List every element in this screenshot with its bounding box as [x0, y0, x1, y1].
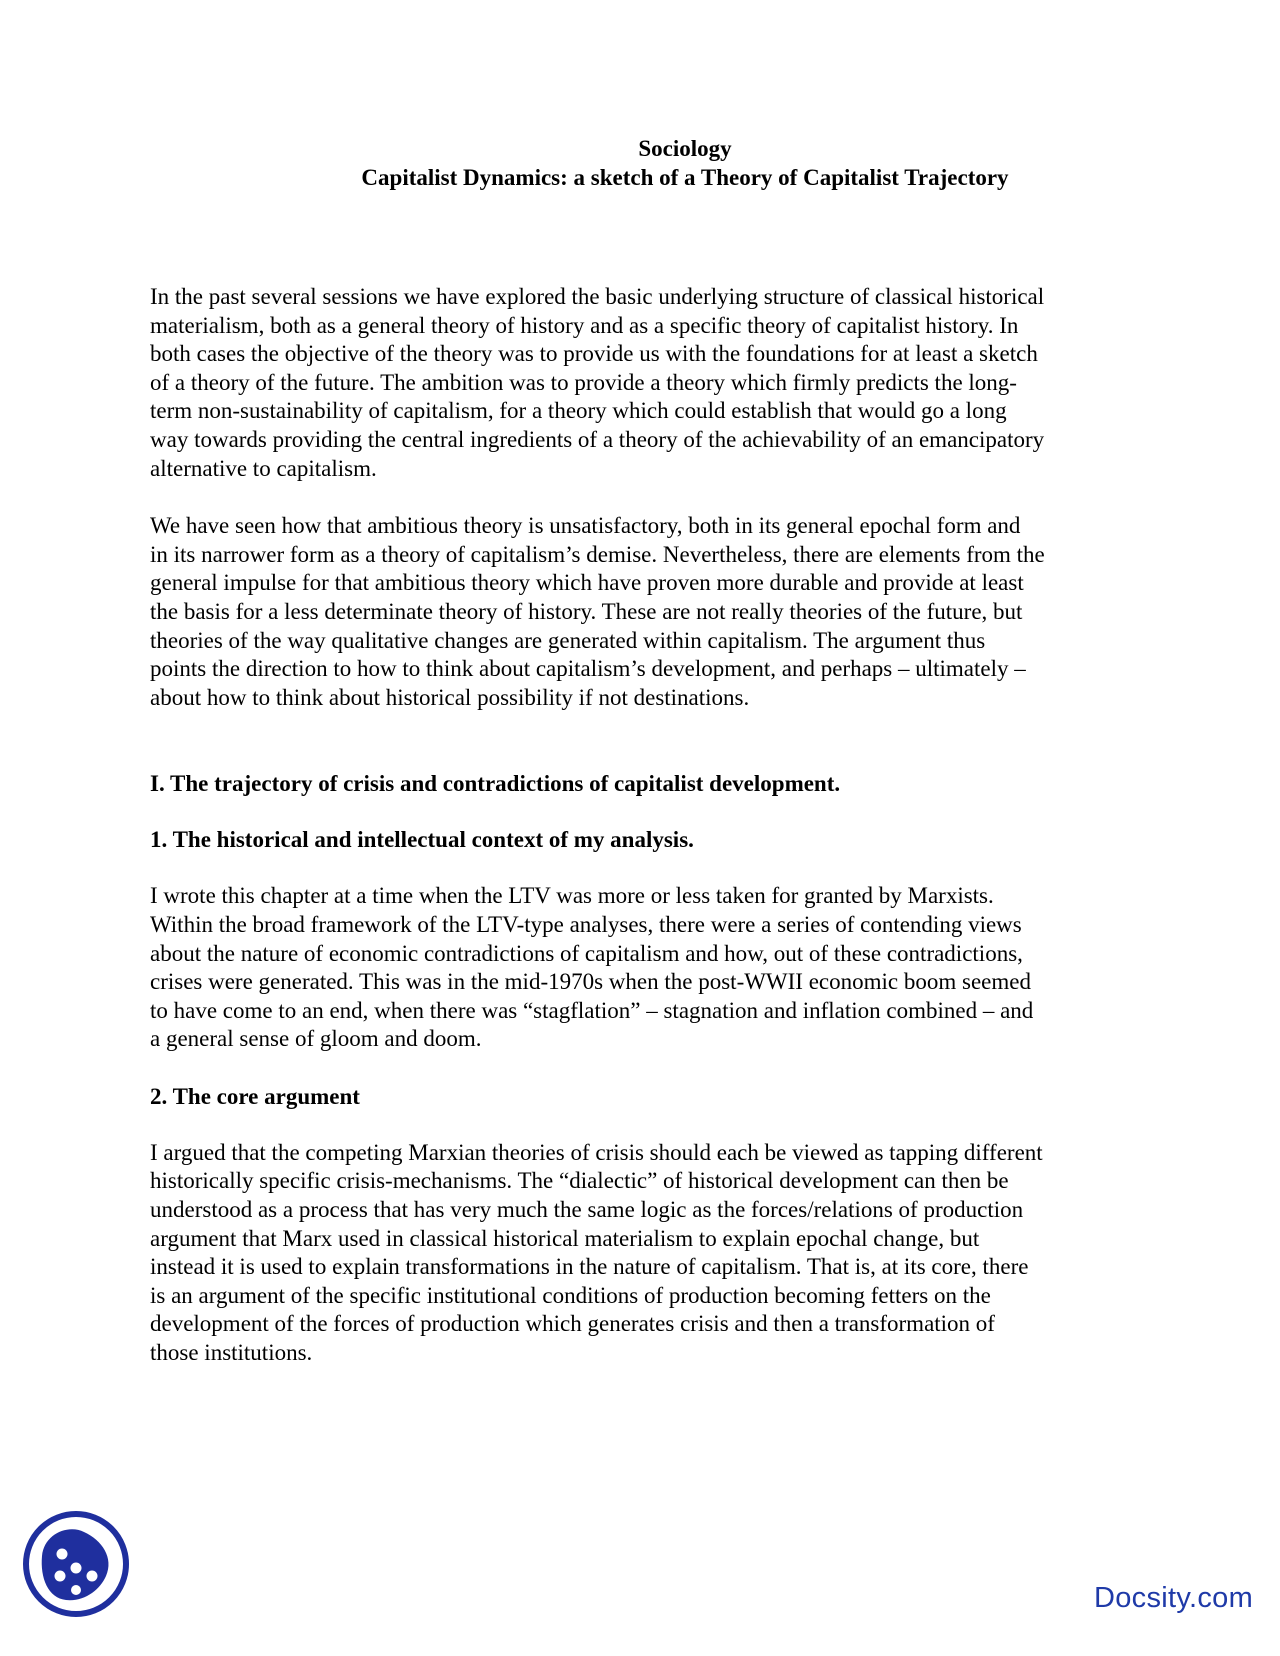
subsection-heading-2: 2. The core argument — [150, 1083, 360, 1109]
text-line: general impulse for that ambitious theory which have proven more durable and provide at least — [150, 570, 1024, 596]
text-line: materialism, both as a general theory of history and as a specific theory of capitalist history. In — [150, 312, 1019, 338]
document-header — [0, 134, 1280, 192]
document-body — [150, 283, 1130, 1368]
subsection-heading-1: 1. The historical and intellectual context of my analysis. — [150, 827, 694, 853]
text-line: Within the broad framework of the LTV-type analyses, there were a series of contending views — [150, 911, 1022, 937]
text-line: I wrote this chapter at a time when the LTV was more or less taken for granted by Marxists. — [150, 883, 994, 909]
text-line: In the past several sessions we have explored the basic underlying structure of classical historical — [150, 284, 1045, 309]
section-heading-1: I. The trajectory of crisis and contradictions of capitalist development. — [150, 771, 841, 797]
text-line: is an argument of the specific institutional conditions of production becoming fetters on the — [150, 1282, 991, 1308]
text-line: points the direction to how to think about capitalism’s development, and perhaps – ultimately – — [150, 656, 1026, 682]
text-line: both cases the objective of the theory was to provide us with the foundations for at least a sketch — [150, 341, 1038, 367]
paragraph-core-argument — [150, 1139, 1130, 1368]
text-line: in its narrower form as a theory of capitalism’s demise. Nevertheless, there are elements from the — [150, 541, 1045, 567]
document-title: Capitalist Dynamics: a sketch of a Theory of Capitalist Trajectory — [361, 165, 1009, 190]
text-line: of a theory of the future. The ambition was to provide a theory which firmly predicts the long- — [150, 369, 1017, 395]
text-line: term non-sustainability of capitalism, for a theory which could establish that would go a long — [150, 398, 1007, 424]
text-line: argument that Marx used in classical historical materialism to explain epochal change, but — [150, 1225, 980, 1251]
text-line: the basis for a less determinate theory of history. These are not really theories of the future, but — [150, 598, 1023, 624]
text-line: understood as a process that has very much the same logic as the forces/relations of production — [150, 1197, 1024, 1223]
text-line: alternative to capitalism. — [150, 455, 377, 481]
text-line: those institutions. — [150, 1340, 313, 1366]
text-line: instead it is used to explain transformations in the nature of capitalism. That is, at its core, there — [150, 1254, 1029, 1280]
subject-title: Sociology — [638, 136, 732, 161]
text-line: a general sense of gloom and doom. — [150, 1026, 482, 1052]
text-line: historically specific crisis-mechanisms. The “dialectic” of historical development can then be — [150, 1168, 1009, 1194]
text-line: about the nature of economic contradictions of capitalism and how, out of these contradictions, — [150, 940, 1023, 966]
text-line: to have come to an end, when there was “stagflation” – stagnation and inflation combined – and — [150, 997, 1034, 1023]
text-line: about how to think about historical possibility if not destinations. — [150, 684, 750, 710]
text-line: theories of the way qualitative changes are generated within capitalism. The argument thus — [150, 627, 986, 653]
paragraph-intro — [150, 283, 1130, 483]
text-line: We have seen how that ambitious theory is unsatisfactory, both in its general epochal form and — [150, 513, 1021, 539]
text-line: I argued that the competing Marxian theories of crisis should each be viewed as tapping different — [150, 1139, 1043, 1165]
paragraph-ambitious-theory — [150, 512, 1130, 712]
docsity-logo-icon[interactable] — [22, 1510, 130, 1618]
text-line: way towards providing the central ingredients of a theory of the achievability of an emancipatory — [150, 426, 1045, 452]
docsity-brand-link[interactable]: Docsity.com — [1094, 1582, 1254, 1614]
paragraph-context — [150, 882, 1130, 1054]
text-line: crises were generated. This was in the mid-1970s when the post-WWII economic boom seemed — [150, 969, 1031, 995]
text-line: development of the forces of production which generates crisis and then a transformation of — [150, 1311, 995, 1337]
